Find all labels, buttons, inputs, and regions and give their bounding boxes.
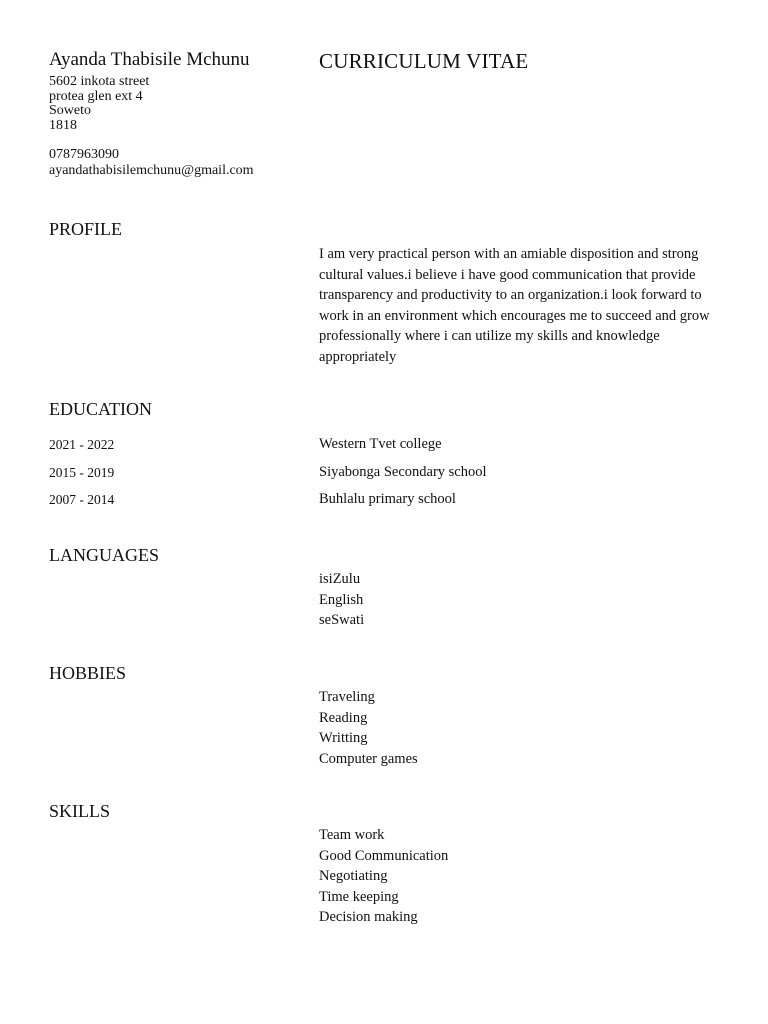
skills-heading: SKILLS xyxy=(49,801,111,821)
education-years: 2015 - 2019 xyxy=(49,465,115,480)
education-years: 2021 - 2022 xyxy=(49,437,115,452)
list-item: Time keeping xyxy=(319,888,399,905)
skills-list xyxy=(319,825,448,928)
education-school: Western Tvet college xyxy=(319,436,442,452)
profile-text: I am very practical person with an amiable disposition and strong cultural values.i believe i have good communication that provide transparency and productivity to an organization.i look forward to work in an environment which encourages me to succeed and grow professionally where i can utilize my skills and knowledge appropriately xyxy=(319,246,710,365)
applicant-name: Ayanda Thabisile Mchunu xyxy=(49,49,250,70)
profile-heading: PROFILE xyxy=(49,219,123,239)
education-school: Siyabonga Secondary school xyxy=(319,464,487,480)
education-school: Buhlalu primary school xyxy=(319,491,456,507)
list-item: Computer games xyxy=(319,750,418,767)
list-item: isiZulu xyxy=(319,571,361,587)
address-line: Soweto xyxy=(49,103,91,118)
list-item: Good Communication xyxy=(319,847,449,864)
email-address: ayandathabisilemchunu@gmail.com xyxy=(49,163,254,178)
list-item: English xyxy=(319,591,364,608)
list-item: Reading xyxy=(319,709,368,726)
address-line: 1818 xyxy=(49,117,77,133)
hobbies-heading: HOBBIES xyxy=(49,663,127,683)
document-title: CURRICULUM VITAE xyxy=(319,49,529,73)
list-item: Traveling xyxy=(319,689,375,705)
contact-block xyxy=(49,147,254,179)
list-item: Writting xyxy=(319,730,368,746)
list-item: Decision making xyxy=(319,909,418,925)
languages-heading: LANGUAGES xyxy=(49,545,159,565)
address-block xyxy=(49,75,149,133)
list-item: Team work xyxy=(319,827,385,843)
education-years: 2007 - 2014 xyxy=(49,492,115,507)
languages-list xyxy=(319,569,364,631)
address-line: protea glen ext 4 xyxy=(49,88,143,104)
list-item: Negotiating xyxy=(319,868,388,884)
address-line: 5602 inkota street xyxy=(49,74,150,89)
phone-number: 0787963090 xyxy=(49,147,119,162)
list-item: seSwati xyxy=(319,612,365,628)
hobbies-list xyxy=(319,687,418,769)
education-heading: EDUCATION xyxy=(49,399,152,419)
